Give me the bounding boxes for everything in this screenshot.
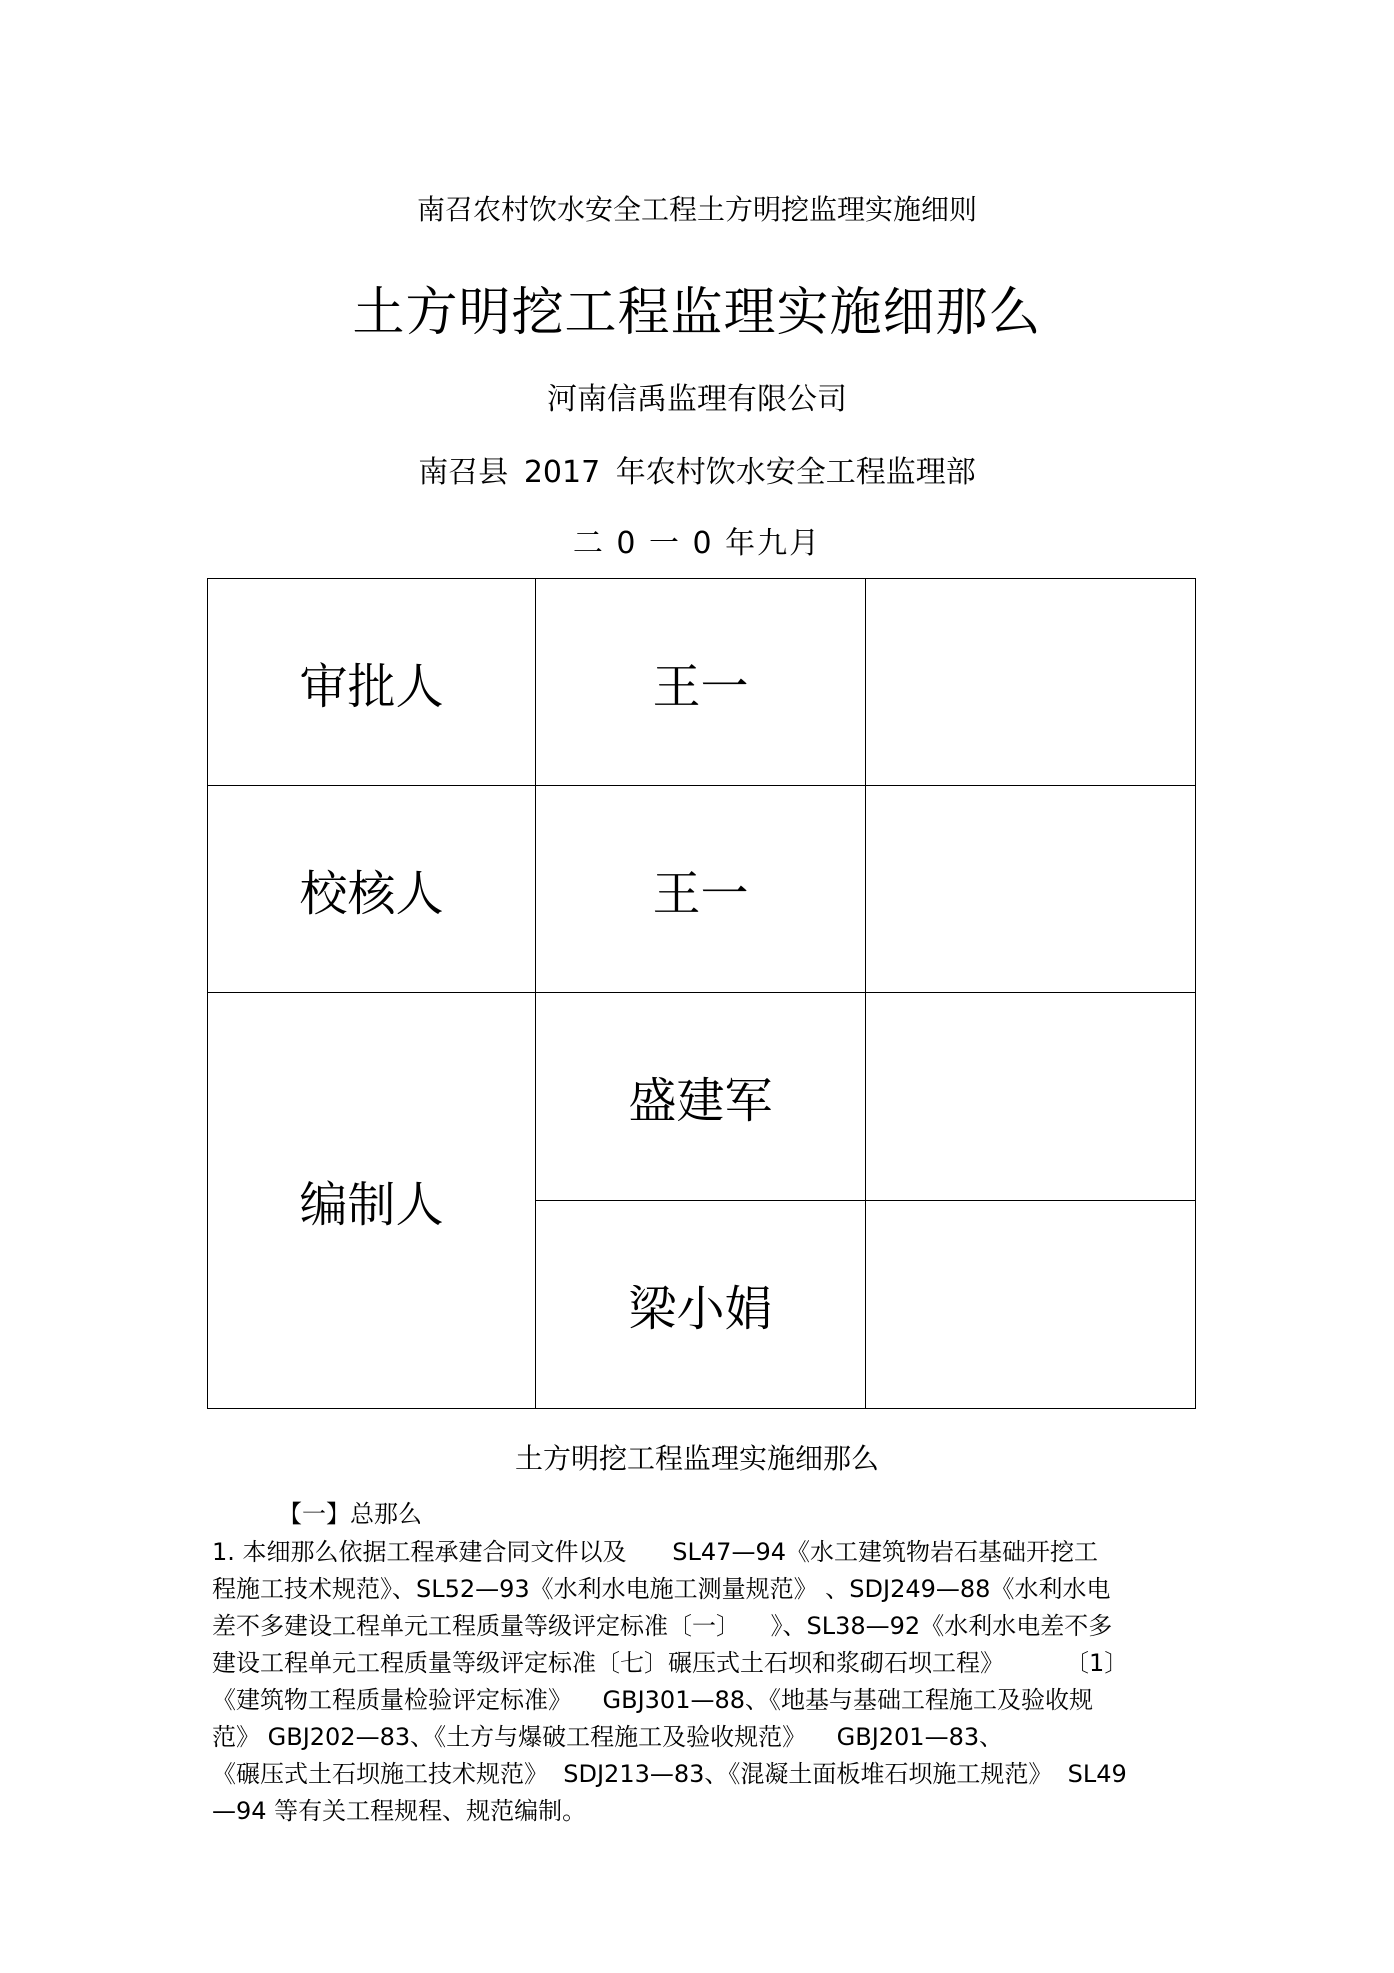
paragraph-line: 差不多建设工程单元工程质量等级评定标准〔一〕 》、SL38—92《水利水电差不多 xyxy=(212,1612,1113,1640)
checker-name: 王一 xyxy=(536,786,866,993)
table-row xyxy=(208,993,1196,1201)
document-title: 土方明挖工程监理实施细那么 xyxy=(352,283,1042,343)
approver-label: 审批人 xyxy=(208,579,536,786)
approver-signature-cell xyxy=(866,579,1196,786)
signature-table xyxy=(207,578,1196,1409)
compiler-label: 编制人 xyxy=(208,993,536,1409)
table-row xyxy=(208,786,1196,993)
compiler-signature-cell-2 xyxy=(866,1201,1196,1409)
paragraph-line: 《建筑物工程质量检验评定标准》 GBJ301—88、《地基与基础工程施工及验收规 xyxy=(212,1686,1094,1714)
section-heading: 【一】总那么 xyxy=(278,1500,422,1528)
paragraph-line: 《碾压式土石坝施工技术规范》 SDJ213—83、《混凝土面板堆石坝施工规范》 SL49 xyxy=(212,1760,1127,1788)
compiler-signature-cell-1 xyxy=(866,993,1196,1201)
compiler-name-1: 盛建军 xyxy=(536,993,866,1201)
paragraph-line: —94 等有关工程规程、规范编制。 xyxy=(212,1797,587,1825)
approver-name: 王一 xyxy=(536,579,866,786)
compiler-name-2: 梁小娟 xyxy=(536,1201,866,1409)
checker-label: 校核人 xyxy=(208,786,536,993)
company-name: 河南信禹监理有限公司 xyxy=(547,382,847,417)
paragraph-line: 程施工技术规范》、SL52—93《水利水电施工测量规范》 、SDJ249—88《水利水电 xyxy=(212,1575,1111,1603)
table-row xyxy=(208,579,1196,786)
department-name: 南召县 2017 年农村饮水安全工程监理部 xyxy=(418,455,976,490)
running-header: 南召农村饮水安全工程土方明挖监理实施细则 xyxy=(416,193,977,226)
body-title: 土方明挖工程监理实施细那么 xyxy=(514,1442,879,1475)
paragraph-line: 范》 GBJ202—83、《土方与爆破工程施工及验收规范》 GBJ201—83、 xyxy=(212,1723,1004,1751)
checker-signature-cell xyxy=(866,786,1196,993)
paragraph-line: 1. 本细那么依据工程承建合同文件以及 SL47—94《水工建筑物岩石基础开挖工 xyxy=(212,1538,1098,1566)
paragraph-line: 建设工程单元工程质量等级评定标准〔七〕碾压式土石坝和浆砌石坝工程》 〔1〕 xyxy=(212,1649,1129,1677)
document-date: 二 0 一 0 年九月 xyxy=(572,526,822,561)
